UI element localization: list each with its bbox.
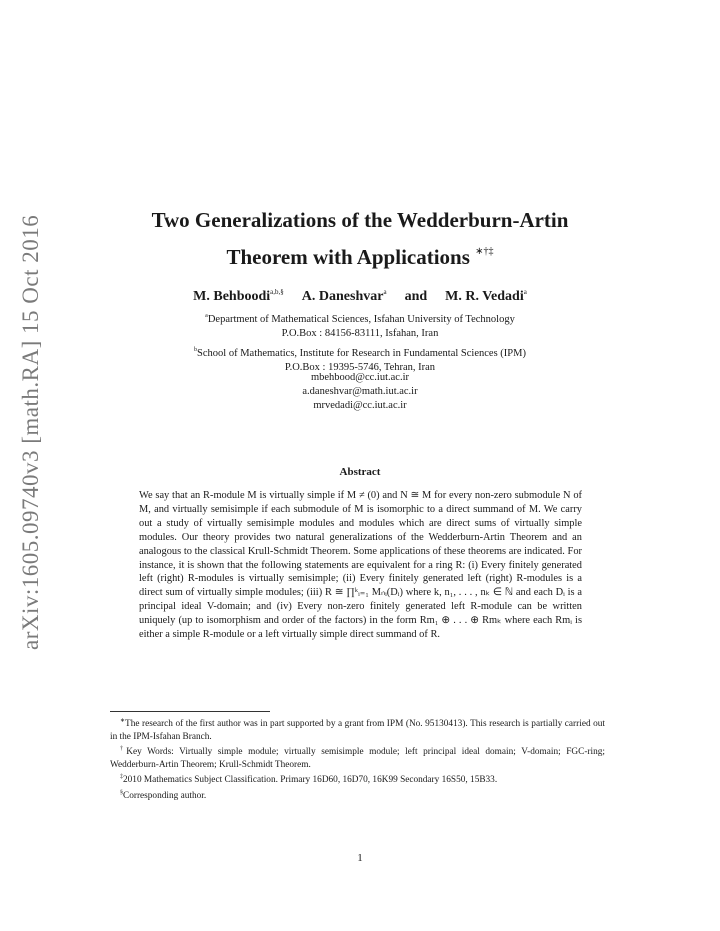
affiliation-a-line-1 <box>110 309 610 327</box>
footnote-2 <box>110 743 605 771</box>
author-3-mark: a <box>523 288 527 296</box>
author-2-mark: a <box>383 288 387 296</box>
abstract-text: We say that an R-module M is virtually simple if M ≠ (0) and N ≅ M for every non-zero submodule N of M, and virtually semisimple if each submodule of M is isomorphic to a direct summand of M. We carry out a study of virtually semisimple modules and modules which are direct sums of virtually simple modules. Our theory provides two natural generalizations of the Wedderburn-Artin Theorem and an analogous to the classical Krull-Schmidt Theorem. Some applications of these theorems are indicated. For instance, it is shown that the following statements are equivalent for a ring R: (i) Every finitely generated left (right) R-modules is virtually semisimple; (ii) Every finitely generated left (right) R-modules is a direct sum of virtually simple modules; (iii) R ≅ ∏ᵏᵢ₌₁ Mₙᵢ(Dᵢ) where k, n₁, . . . , nₖ ∈ ℕ and each Dᵢ is a principal ideal V-domain; and (iv) Every non-zero finitely generated left R-module can be written uniquely (up to isomorphism and order of the factors) in the form Rm₁ ⊕ . . . ⊕ Rmₖ where each Rmᵢ is either a simple R-module or a left virtually simple direct summand of R. <box>139 490 582 641</box>
footnotes <box>110 715 605 803</box>
page-number: 1 <box>357 852 363 864</box>
affiliation-a-line-2: P.O.Box : 84156-83111, Isfahan, Iran <box>281 328 439 339</box>
footnote-4 <box>110 787 605 803</box>
footnote-3-mark: ‡ <box>120 774 123 781</box>
footnote-1-mark: ∗ <box>120 718 126 724</box>
email-2: a.daneshvar@math.iut.ac.ir <box>302 386 418 397</box>
footnote-1 <box>110 715 605 743</box>
author-list <box>110 288 610 305</box>
title-line-1: Two Generalizations of the Wedderburn-Artin <box>151 208 569 232</box>
author-1-mark: a,b,§ <box>270 288 284 296</box>
footnote-rule <box>110 711 270 712</box>
abstract-heading: Abstract <box>339 466 381 478</box>
affiliation-b-mark: b <box>194 347 198 353</box>
footnote-3 <box>110 771 605 787</box>
paper-title <box>110 205 610 273</box>
email-1: mbehbood@cc.iut.ac.ir <box>310 372 409 383</box>
author-1: M. Behboodi <box>193 289 271 304</box>
email-list <box>110 371 610 413</box>
abstract-body <box>139 489 582 642</box>
footnote-2-mark: † <box>120 746 127 753</box>
title-footnote-marks: ∗†‡ <box>475 246 494 257</box>
title-line-2-text: Theorem with Applications <box>226 245 470 269</box>
arxiv-stamp-text: arXiv:1605.09740v3 [math.RA] 15 Oct 2016 <box>18 214 43 650</box>
affiliation-a-name: Department of Mathematical Sciences, Isfahan University of Technology <box>207 314 515 325</box>
footnote-3-text: 2010 Mathematics Subject Classification. Primary 16D60, 16D70, 16K99 Secondary 16S50, 15B33. <box>123 775 498 786</box>
footnote-1-text: The research of the first author was in part supported by a grant from IPM (No. 95130413). This research is partially carried out in the IPM-Isfahan Branch. <box>110 719 605 742</box>
affiliation-b-line-1 <box>110 343 610 361</box>
affiliation-b-line-2: P.O.Box : 19395-5746, Tehran, Iran <box>284 362 436 373</box>
title-line-2 <box>110 236 610 273</box>
author-conjunction: and <box>404 289 428 304</box>
author-3: M. R. Vedadi <box>445 289 524 304</box>
affiliation-a-mark: a <box>205 313 208 319</box>
affiliation-a <box>110 309 610 341</box>
affiliation-b-name: School of Mathematics, Institute for Research in Fundamental Sciences (IPM) <box>197 348 526 359</box>
arxiv-stamp <box>18 210 54 650</box>
email-3: mrvedadi@cc.iut.ac.ir <box>313 400 407 411</box>
footnote-2-text: Key Words: Virtually simple module; virtually semisimple module; left principal ideal domain; V-domain; FGC-ring; Wedderburn-Artin Theorem; Krull-Schmidt Theorem. <box>110 747 605 770</box>
footnote-4-mark: § <box>120 789 123 796</box>
author-2: A. Daneshvar <box>301 289 384 304</box>
footnote-4-text: Corresponding author. <box>123 790 207 801</box>
